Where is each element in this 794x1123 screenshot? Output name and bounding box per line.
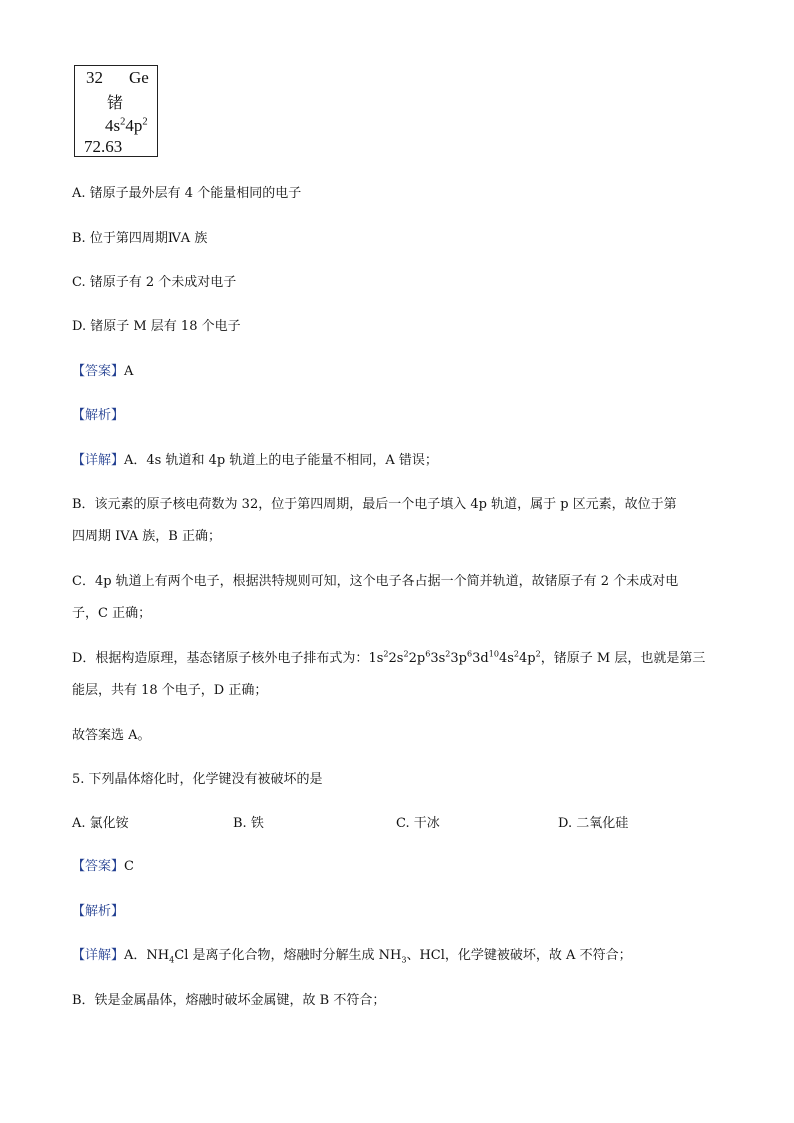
q5-detail-a: 【详解】A．$NH_4Cl$ 是离子化合物，熔融时分解生成 $NH_3$、HCl，化学键被破坏，故 A 不符合；	[72, 948, 632, 965]
q4-detail-b-line1: B．该元素的原子核电荷数为 32，位于第四周期，最后一个电子填入 4p 轨道，属于 p 区元素，故位于第	[72, 497, 677, 512]
q4-detail-b-line2: 四周期 IVA 族，B 正确；	[72, 529, 221, 544]
q5-detail-b: B．铁是金属晶体，熔融时破坏金属键，故 B 不符合；	[72, 993, 386, 1008]
q4-option-c: C. 锗原子有 2 个未成对电子	[72, 275, 237, 290]
element-symbol: Ge	[129, 68, 149, 87]
q5-option-b: B. 铁	[233, 816, 264, 831]
atomic-mass: 72.63	[84, 137, 123, 156]
element-name: 锗	[107, 93, 124, 112]
answer-value: C	[124, 859, 134, 874]
q5-option-a: A. 氯化铵	[72, 816, 129, 831]
answer-label: 【答案】	[72, 859, 125, 874]
q5-answer	[72, 858, 134, 876]
element-card	[74, 65, 158, 157]
detail-label: 【详解】	[72, 453, 125, 468]
q4-option-b: B. 位于第四周期ⅣA 族	[72, 231, 208, 246]
q4-conclusion: 故答案选 A。	[72, 728, 151, 743]
q5-stem: 5. 下列晶体熔化时，化学键没有被破坏的是	[72, 772, 323, 787]
q4-option-a: A. 锗原子最外层有 4 个能量相同的电子	[72, 186, 302, 201]
q4-detail-c-line2: 子，C 正确；	[72, 606, 152, 621]
answer-label: 【答案】	[72, 364, 125, 379]
q5-option-d: D. 二氧化硅	[558, 816, 629, 831]
q4-detail-a: 【详解】A．4s 轨道和 4p 轨道上的电子能量不相同，A 错误；	[72, 453, 438, 468]
q4-detail-d-line1: D．根据构造原理，基态锗原子核外电子排布式为：$1s^22s^22p^63s^23p^63d^{10}4s^24p^2$，锗原子 M 层，也就是第三	[72, 649, 706, 666]
q4-detail-c-line1: C．4p 轨道上有两个电子，根据洪特规则可知，这个电子各占据一个简并轨道，故锗原子有 2 个未成对电	[72, 574, 679, 589]
electron-configuration-formula: $1s^22s^22p^63s^23p^63d^{10}4s^24p^2$	[368, 649, 541, 666]
atomic-number: 32	[86, 68, 103, 87]
answer-value: A	[124, 364, 134, 379]
q5-option-c: C. 干冰	[396, 816, 440, 831]
q4-detail-d-line2: 能层，共有 18 个电子，D 正确；	[72, 683, 268, 698]
detail-label: 【详解】	[72, 948, 125, 963]
q4-analysis-label: 【解析】	[72, 408, 125, 423]
q4-option-d: D. 锗原子 M 层有 18 个电子	[72, 319, 241, 334]
q4-answer	[72, 363, 133, 381]
q5-analysis-label: 【解析】	[72, 904, 125, 919]
electron-configuration: $4s^24p^2$	[105, 116, 148, 135]
